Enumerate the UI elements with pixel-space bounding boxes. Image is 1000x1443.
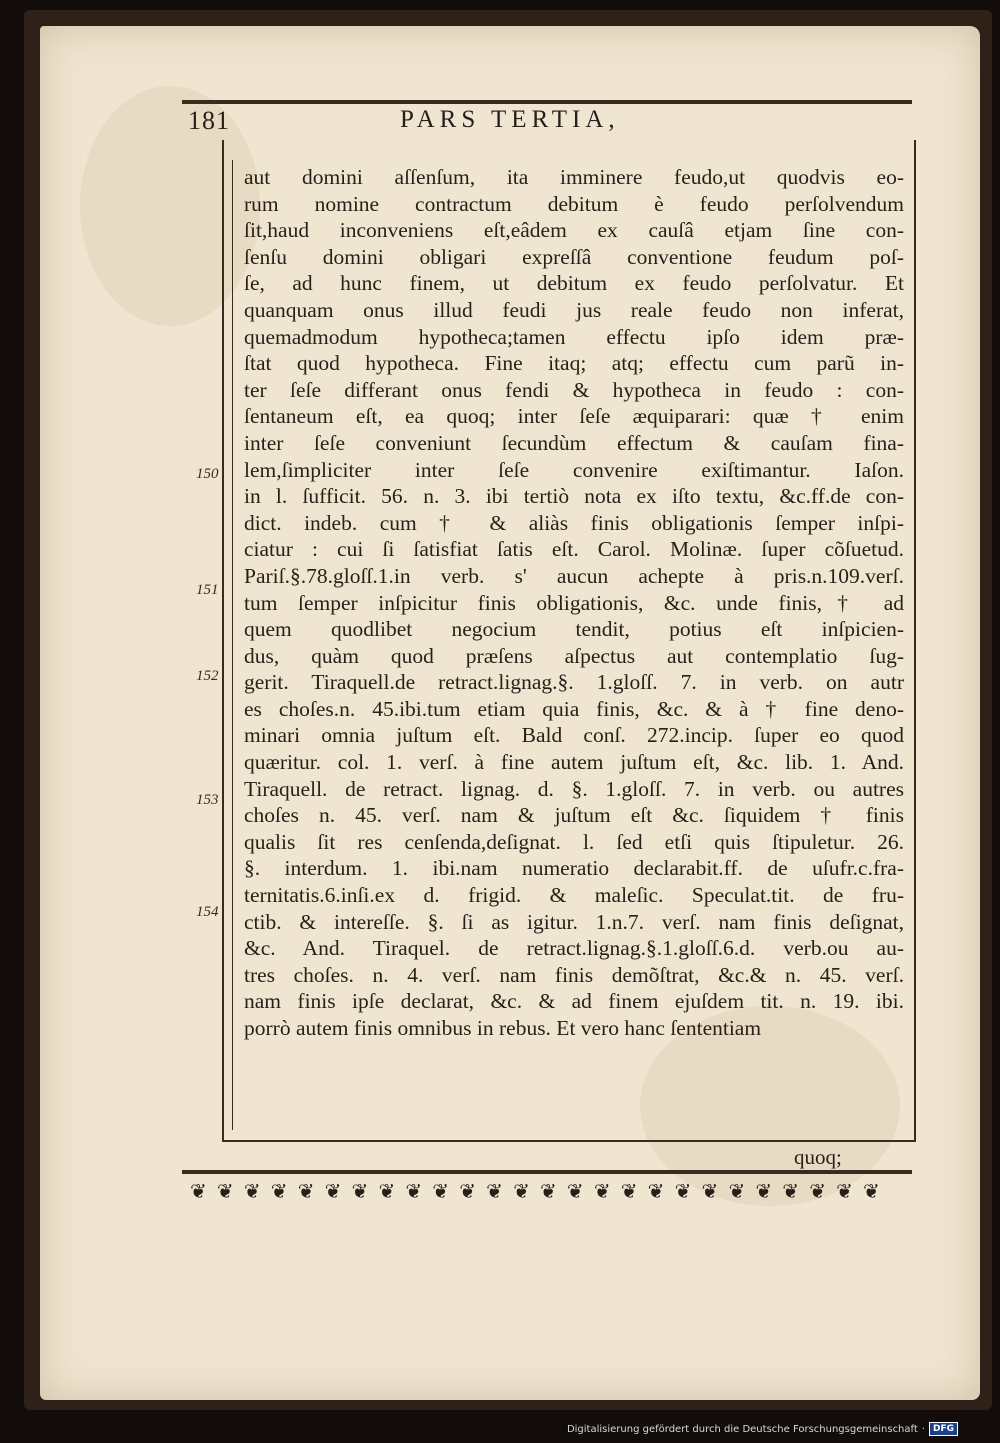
text-line: ternitatis.6.inſi.ex d. frigid. & maleſic. Speculat.tit. de fru- [244, 883, 904, 908]
fleuron-icon: ❦ [782, 1180, 800, 1203]
text-line: qualis ſit res cenſenda,deſignat. l. ſed etſi quis ſtipuletur. 26. [244, 829, 904, 854]
fleuron-icon: ❦ [351, 1180, 369, 1203]
text-line: nam finis ipſe declarat, &c. & ad finem ejuſdem tit. n. 19. ibi. [244, 989, 904, 1014]
fleuron-icon: ❦ [674, 1180, 692, 1203]
fleuron-icon: ❦ [836, 1180, 853, 1203]
fleuron-icon: ❦ [809, 1180, 826, 1203]
text-line: aut domini aſſenſum, ita imminere feudo,ut quodvis eo- [244, 165, 904, 189]
text-line: quemadmodum hypotheca;tamen effectu ipſo idem præ- [244, 324, 904, 349]
ornament-rule [182, 1170, 912, 1174]
margin-note-152: 152 [196, 668, 219, 684]
fleuron-icon: ❦ [620, 1180, 638, 1203]
fleuron-icon: ❦ [701, 1180, 719, 1203]
fleuron-icon: ❦ [378, 1180, 396, 1203]
fleuron-icon: ❦ [216, 1180, 234, 1203]
fleuron-icon: ❦ [728, 1180, 746, 1203]
fleuron-icon: ❦ [459, 1180, 476, 1203]
text-line: es choſes.n. 45.ibi.tum etiam quia finis, &c. & à † fine deno- [244, 696, 904, 721]
fleuron-icon: ❦ [190, 1180, 207, 1203]
text-line: choſes n. 45. verſ. nam & juſtum eſt &c. ſiquidem † finis [244, 803, 904, 828]
margin-note-154: 154 [196, 904, 219, 920]
text-line: quem quodlibet negocium tendit, potius eſt inſpicien- [244, 617, 904, 642]
text-line: quæritur. col. 1. verſ. à fine autem juſtum eſt, &c. lib. 1. And. [244, 750, 904, 775]
text-line: dus, quàm quod præſens aſpectus aut contemplatio ſug- [244, 643, 904, 668]
fleuron-icon: ❦ [324, 1180, 342, 1203]
text-line: minari omnia juſtum eſt. Bald conſ. 272.incip. ſuper eo quod [244, 723, 904, 748]
margin-rule [232, 160, 233, 1130]
fleuron-icon: ❦ [270, 1180, 288, 1203]
text-line: lem,ſimpliciter inter ſeſe convenire exiſtimantur. Iaſon. [244, 457, 904, 482]
text-line: rum nomine contractum debitum è feudo perſolvendum [244, 191, 904, 216]
text-line: quanquam onus illud feudi jus reale feudo non inferat, [244, 297, 904, 322]
fleuron-icon: ❦ [539, 1180, 557, 1203]
fleuron-icon: ❦ [566, 1180, 584, 1203]
text-line: ſentaneum eſt, ea quoq; inter ſeſe æquiparari: quæ † enim [244, 404, 904, 429]
body-text [244, 164, 904, 1042]
fleuron-icon: ❦ [486, 1180, 503, 1203]
ornament-band [190, 1178, 880, 1204]
text-line: Tiraquell. de retract. lignag. d. §. 1.gloſſ. 7. in verb. ou autres [244, 776, 904, 801]
text-line: ſe, ad hunc finem, ut debitum ex feudo perſolvatur. Et [244, 271, 904, 296]
page-number: 181 [188, 106, 230, 135]
fleuron-icon: ❦ [593, 1180, 611, 1203]
fleuron-icon: ❦ [243, 1180, 261, 1203]
text-line: gerit. Tiraquell.de retract.lignag.§. 1.gloſſ. 7. in verb. on autr [244, 670, 904, 695]
text-line: ctib. & intereſſe. §. ſi as igitur. 1.n.7. verſ. nam finis deſignat, [244, 909, 904, 934]
text-line: &c. And. Tiraquel. de retract.lignag.§.1.gloſſ.6.d. verb.ou au- [244, 936, 904, 961]
catchword: quoq; [794, 1145, 842, 1169]
text-line: ſit,haud inconveniens eſt,eâdem ex cauſâ etjam ſine con- [244, 218, 904, 243]
text-line: §. interdum. 1. ibi.nam numeratio declarabit.ff. de uſufr.c.fra- [244, 856, 904, 881]
header-rule [182, 100, 912, 104]
text-line: Pariſ.§.78.gloſſ.1.in verb. s' aucun achepte à pris.n.109.verſ. [244, 563, 904, 588]
dfg-logo: DFG [929, 1422, 958, 1436]
text-line: tres choſes. n. 4. verſ. nam finis demõſtrat, &c.& n. 45. verſ. [244, 962, 904, 987]
running-head: PARS TERTIA, [400, 106, 620, 133]
text-line: inter ſeſe conveniunt ſecundùm effectum & cauſam fina- [244, 430, 904, 455]
fleuron-icon: ❦ [432, 1180, 450, 1203]
text-line: ſtat quod hypotheca. Fine itaq; atq; effectu cum parũ in- [244, 351, 904, 376]
margin-note-151: 151 [196, 582, 219, 598]
credit-text: Digitalisierung gefördert durch die Deutsche Forschungsgemeinschaft [566, 1423, 918, 1435]
fleuron-icon: ❦ [513, 1180, 530, 1203]
fleuron-icon: ❦ [863, 1180, 880, 1203]
text-line: tum ſemper inſpicitur finis obligationis, &c. unde finis,† ad [244, 590, 904, 615]
text-line: porrò autem finis omnibus in rebus. Et vero hanc ſententiam [244, 1016, 762, 1040]
digitization-credit: Digitalisierung gefördert durch die Deutsche Forschungsgemeinschaft · DFG [567, 1422, 958, 1436]
text-line: dict. indeb. cum † & aliàs finis obligationis ſemper inſpi- [244, 510, 904, 535]
text-line: ſenſu domini obligari expreſſâ conventione feudum poſ- [244, 244, 904, 269]
fleuron-icon: ❦ [405, 1180, 423, 1203]
text-line: ciatur : cui ſi ſatisfiat ſatis eſt. Carol. Molinæ. ſuper cõſuetud. [244, 537, 904, 562]
text-line: ter ſeſe differant onus fendi & hypotheca in feudo : con- [244, 377, 904, 402]
margin-note-153: 153 [196, 792, 219, 808]
fleuron-icon: ❦ [755, 1180, 773, 1203]
fleuron-icon: ❦ [297, 1180, 315, 1203]
fleuron-icon: ❦ [647, 1180, 665, 1203]
text-line: in l. ſufficit. 56. n. 3. ibi tertiò nota ex iſto textu, &c.ff.de con- [244, 484, 904, 509]
margin-note-150: 150 [196, 466, 219, 482]
